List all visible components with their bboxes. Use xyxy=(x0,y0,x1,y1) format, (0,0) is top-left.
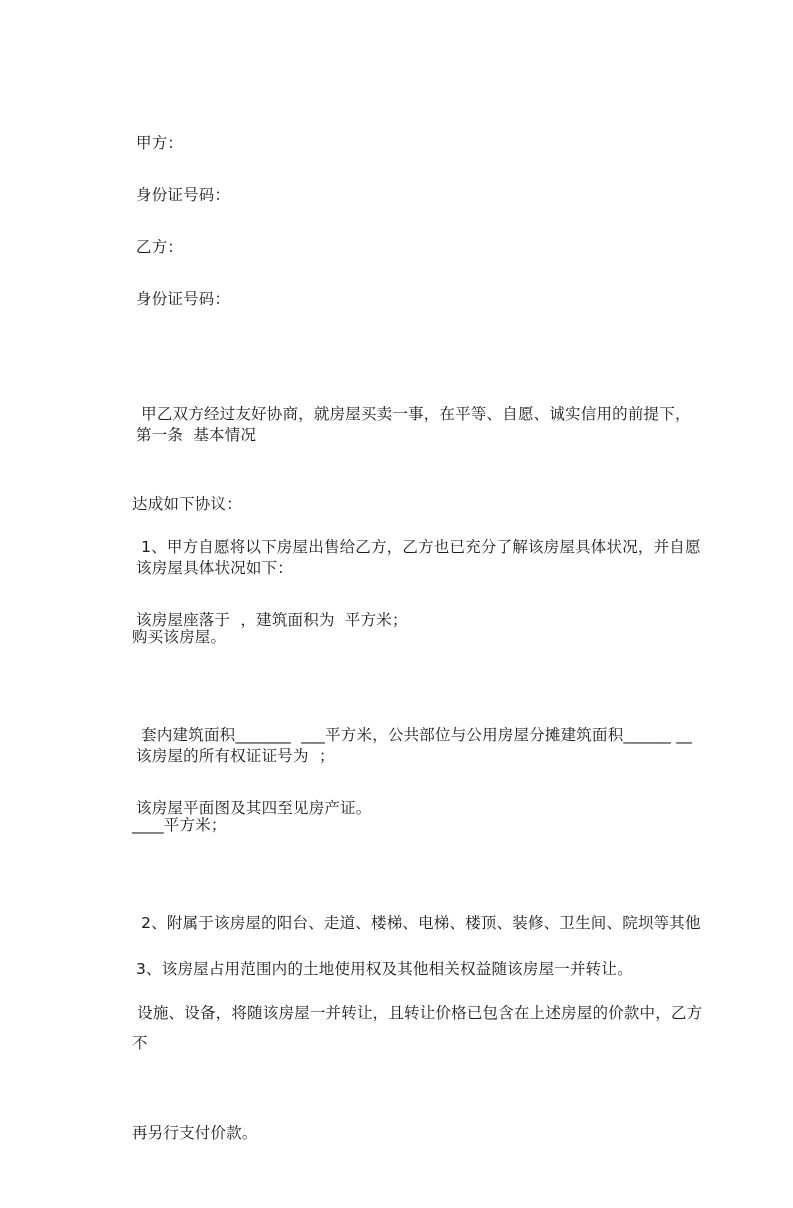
paragraph-line: 甲乙双方经过友好协商，就房屋买卖一事，在平等、自愿、诚实信用的前提下， xyxy=(136,405,691,423)
property-location-line: 该房屋座落于 ，建筑面积为 平方米； xyxy=(136,611,408,629)
party-a-label: 甲方： xyxy=(136,134,184,152)
clause-3-paragraph: 3、该房屋占用范围内的土地使用权及其他相关权益随该房屋一并转让。 xyxy=(136,960,633,978)
paragraph-line: 2、附属于该房屋的阳台、走道、楼梯、电梯、楼顶、装修、卫生间、院坝等其他 xyxy=(136,914,701,932)
article-one-heading: 第一条 基本情况 xyxy=(136,426,257,444)
paragraph-line: 套内建筑面积_______ ___平方米，公共部位与公用房屋分摊建筑面积______ __ xyxy=(136,726,693,744)
floor-plan-line: 该房屋平面图及其四至见房产证。 xyxy=(136,799,372,817)
paragraph-line: 再另行支付价款。 xyxy=(132,1124,258,1142)
paragraph-line: 1、甲方自愿将以下房屋出售给乙方，乙方也已充分了解该房屋具体状况，并自愿 xyxy=(136,538,701,556)
paragraph-line: ____平方米； xyxy=(132,816,227,834)
party-b-id-label: 身份证号码： xyxy=(136,290,231,308)
property-status-heading: 该房屋具体状况如下： xyxy=(136,559,294,577)
paragraph-line: 设施、设备，将随该房屋一并转让，且转让价格已包含在上述房屋的价款中，乙方不 xyxy=(132,1004,703,1052)
party-a-id-label: 身份证号码： xyxy=(136,186,231,204)
party-b-label: 乙方： xyxy=(136,238,184,256)
ownership-certificate-line: 该房屋的所有权证证号为 ； xyxy=(136,747,335,765)
clause-2-paragraph xyxy=(132,848,716,1208)
paragraph-line: 购买该房屋。 xyxy=(132,628,227,646)
paragraph-line: 达成如下协议： xyxy=(132,495,242,513)
